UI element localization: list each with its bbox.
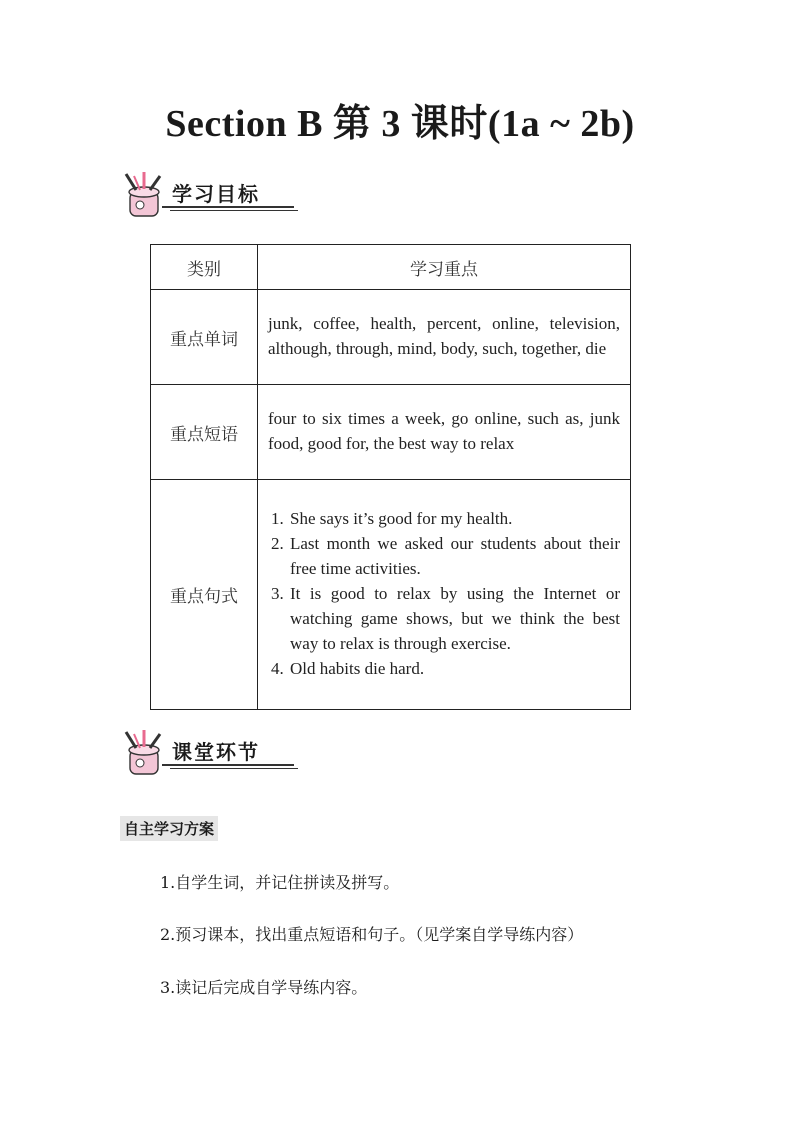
list-item: 4. Old habits die hard. [288, 656, 620, 681]
plan-step: 3.读记后完成自学导练内容。 [160, 978, 368, 997]
table-header-category: 类别 [151, 245, 258, 290]
table-row [151, 385, 631, 480]
table-row [151, 290, 631, 385]
table-row [151, 480, 631, 710]
table-header-row [151, 245, 631, 290]
pencil-cup-icon [118, 170, 178, 224]
table-cell-phrases: four to six times a week, go online, such as, junk food, good for, the best way to relax [258, 385, 631, 480]
self-study-plan-title: 自主学习方案 [120, 816, 218, 841]
section-underline [162, 206, 294, 208]
list-item: 3. It is good to relax by using the Internet or watching game shows, but we think the best way to relax is through exercise. [288, 581, 620, 656]
section-header-goals [118, 170, 298, 224]
table-cell-category: 重点短语 [151, 385, 258, 480]
list-item: 1. She says it’s good for my health. [288, 506, 620, 531]
pencil-cup-icon [118, 728, 178, 782]
section-underline [162, 764, 294, 766]
page-title: Section B 第 3 课时(1a ~ 2b) [165, 103, 635, 145]
sentence-list [268, 506, 620, 681]
table-cell-words: junk, coffee, health, percent, online, television, although, through, mind, body, such, together, die [258, 290, 631, 385]
section-header-class [118, 728, 298, 782]
table-header-focus: 学习重点 [258, 245, 631, 290]
section-label-goals: 学习目标 [172, 182, 260, 206]
table-cell-sentences [258, 480, 631, 710]
list-item: 2. Last month we asked our students about their free time activities. [288, 531, 620, 581]
section-underline [170, 210, 298, 211]
study-goals-table [150, 244, 631, 710]
table-cell-category: 重点句式 [151, 480, 258, 710]
plan-step: 1.自学生词，并记住拼读及拼写。 [160, 873, 400, 892]
section-label-class: 课堂环节 [172, 740, 260, 764]
section-underline [170, 768, 298, 769]
plan-step: 2.预习课本，找出重点短语和句子。（见学案自学导练内容） [160, 925, 584, 944]
table-cell-category: 重点单词 [151, 290, 258, 385]
